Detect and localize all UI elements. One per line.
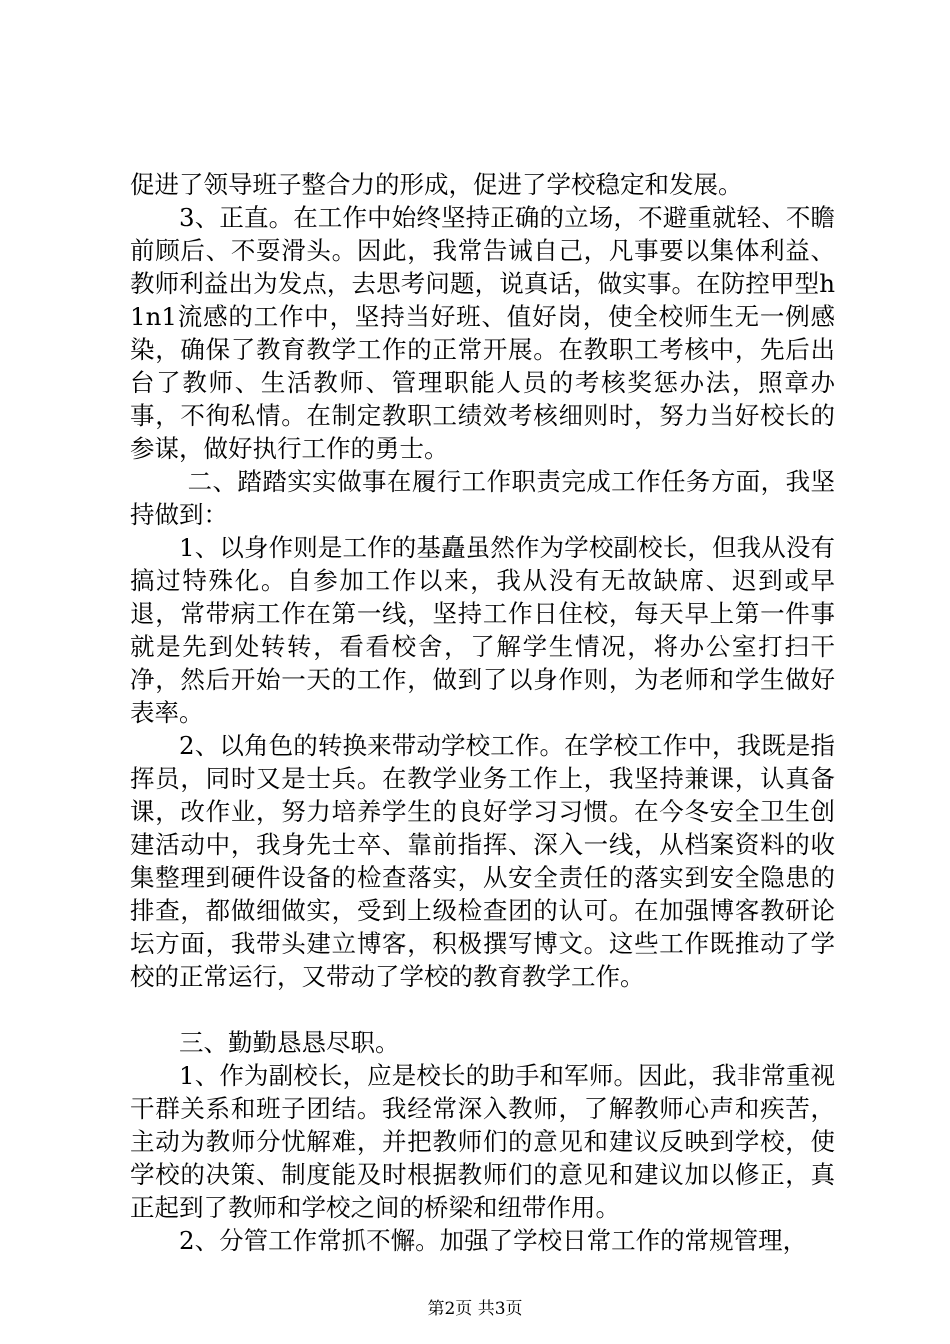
section-heading-two: 二、踏踏实实做事在履行工作职责完成工作任务方面，我坚持做到： bbox=[130, 467, 835, 529]
paragraph-integrity: 3、正直。在工作中始终坚持正确的立场，不避重就轻、不瞻前顾后、不耍滑头。因此，我常告诫自己，凡事要以集体利益、教师利益出为发点，去思考问题，说真话，做实事。在防控甲型h1n1流感的工作中，坚持当好班、值好岗，使全校师生无一例感染，确保了教育教学工作的正常开展。在教职工考核中，先后出台了教师、生活教师、管理职能人员的考核奖惩办法，照章办事，不徇私情。在制定教职工绩效考核细则时，努力当好校长的参谋，做好执行工作的勇士。 bbox=[130, 203, 835, 463]
page-number-footer: 第2页 共3页 bbox=[427, 1299, 523, 1319]
paragraph-assistant-role: 1、作为副校长，应是校长的助手和军师。因此，我非常重视干群关系和班子团结。我经常深入教师，了解教师心声和疾苦，主动为教师分忧解难，并把教师们的意见和建议反映到学校，使学校的决策、制度能及时根据教师们的意见和建议加以修正，真正起到了教师和学校之间的桥梁和纽带作用。 bbox=[130, 1061, 835, 1222]
paragraph-continuation: 促进了领导班子整合力的形成，促进了学校稳定和发展。 bbox=[130, 170, 743, 199]
paragraph-role-change: 2、以角色的转换来带动学校工作。在学校工作中，我既是指挥员，同时又是士兵。在教学业务工作上，我坚持兼课，认真备课，改作业，努力培养学生的良好学习习惯。在今冬安全卫生创建活动中，我身先士卒、靠前指挥、深入一线，从档案资料的收集整理到硬件设备的检查落实，从安全责任的落实到安全隐患的排查，都做细做实，受到上级检查团的认可。在加强博客教研论坛方面，我带头建立博客，积极撰写博文。这些工作既推动了学校的正常运行，又带动了学校的教育教学工作。 bbox=[130, 731, 835, 991]
document-body bbox=[130, 168, 835, 1257]
section-heading-three: 三、勤勤恳恳尽职。 bbox=[179, 1028, 400, 1057]
paragraph-management: 2、分管工作常抓不懈。加强了学校日常工作的常规管理， bbox=[179, 1226, 808, 1255]
paragraph-lead-by-example: 1、以身作则是工作的基矗虽然作为学校副校长，但我从没有搞过特殊化。自参加工作以来，我从没有无故缺席、迟到或早退，常带病工作在第一线，坚持工作日住校，每天早上第一件事就是先到处转转，看看校舍，了解学生情况，将办公室打扫干净，然后开始一天的工作，做到了以身作则，为老师和学生做好表率。 bbox=[130, 533, 835, 727]
paragraph-gap bbox=[130, 993, 835, 1026]
